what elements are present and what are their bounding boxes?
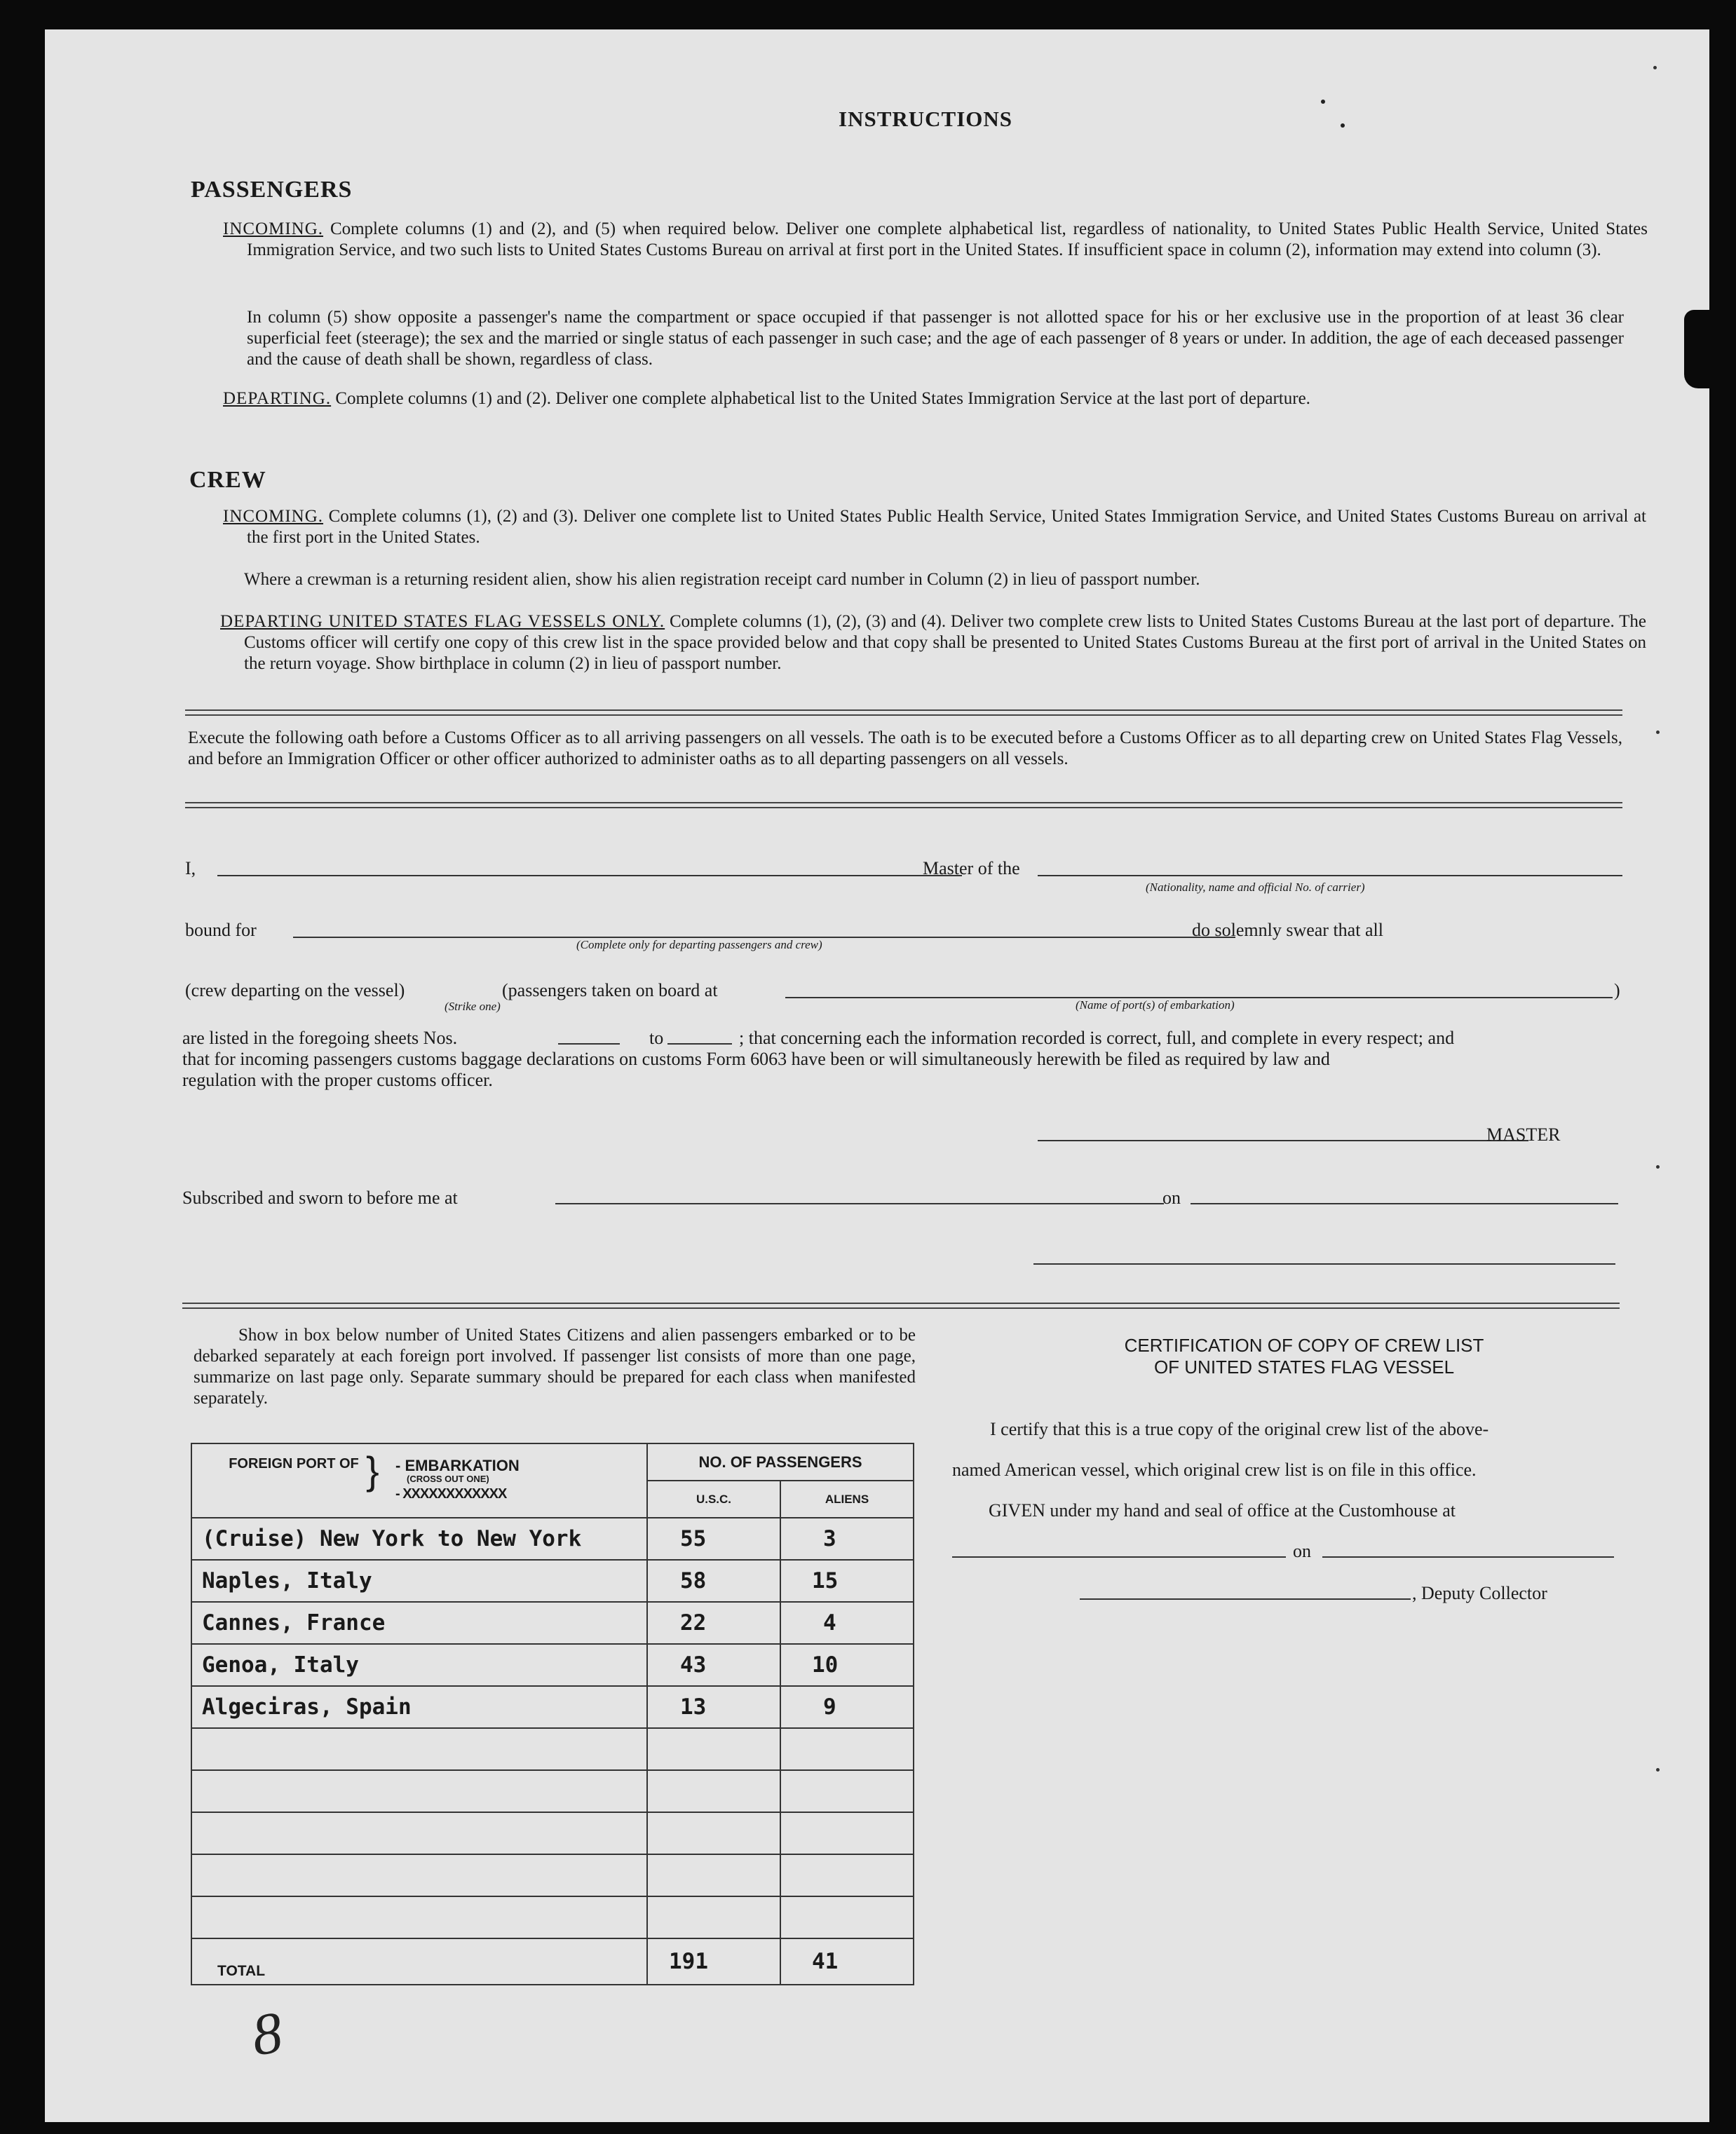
officer-signature-field[interactable] [1033,1263,1615,1265]
listed-text-c: that for incoming passengers customs baggage declarations on customs Form 6063 have been or will simultaneously herewith be filed as required by law and [182,1049,1330,1069]
port-cell: Naples, Italy [191,1560,647,1602]
port-header-cell [191,1443,647,1518]
empty-row [191,1896,914,1938]
listed-to-label: to [649,1028,664,1048]
aliens-cell: 3 [780,1518,914,1560]
passenger-summary-table [191,1443,914,1985]
usc-header: U.S.C. [647,1481,780,1518]
crew-resident-paragraph: Where a crewman is a returning resident alien, show his alien registration receipt card number in Column (2) in lieu of passport number. [244,570,1200,589]
double-rule [182,1303,1620,1309]
table-row [191,1560,914,1602]
total-row [191,1938,914,1985]
document-page [45,29,1709,2122]
crew-heading: CREW [189,467,266,493]
carrier-caption: (Nationality, name and official No. of carrier) [1146,881,1365,894]
swear-label: do solemnly swear that all [1192,920,1383,940]
listed-text-d: regulation with the proper customs officer. [182,1070,493,1090]
cross-out-one-label: (CROSS OUT ONE) [407,1474,489,1484]
passengers-incoming-paragraph [223,219,1648,261]
sheet-to-field[interactable] [667,1043,732,1045]
crew-departing-option: (crew departing on the vessel) [185,980,405,1000]
scan-speck [1656,730,1660,734]
bound-for-caption: (Complete only for departing passengers and crew) [576,938,822,951]
subscribed-label: Subscribed and sworn to before me at [182,1188,458,1208]
certification-text-3: GIVEN under my hand and seal of office at the Customhouse at [989,1500,1456,1521]
strike-one-caption: (Strike one) [445,1000,501,1013]
total-usc: 191 [647,1938,780,1985]
usc-cell: 55 [647,1518,780,1560]
foreign-port-of: FOREIGN PORT OF [229,1456,359,1472]
crew-departing-paragraph [220,611,1646,674]
embarkation-label: - EMBARKATION [395,1457,520,1474]
certification-title-1: CERTIFICATION OF COPY OF CREW LIST [1124,1335,1484,1356]
subscribed-place-field[interactable] [555,1203,1164,1204]
sheet-from-field[interactable] [558,1043,620,1045]
brace-glyph: } [366,1448,379,1493]
total-label: TOTAL [191,1938,647,1985]
subscribed-on-label: on [1162,1188,1181,1208]
table-row [191,1686,914,1728]
crew-departing-text: Complete columns (1), (2), (3) and (4). Deliver two complete crew lists to United States Customs Bureau at the last port of departure. The Customs officer will certify one copy of this crew list in the space provided below and that copy shall be presented to United States Customs Bureau at the first port of arrival in the United States on the return voyage. Show birthplace in column (2) in lieu of passport number. [244,612,1647,673]
master-of-the-label: Master of the [923,858,1020,878]
empty-row [191,1728,914,1770]
certification-title-2: OF UNITED STATES FLAG VESSEL [1153,1357,1455,1378]
usc-cell: 22 [647,1602,780,1644]
double-rule [185,802,1622,808]
passengers-heading: PASSENGERS [191,177,353,203]
oath-instruction: Execute the following oath before a Customs Officer as to all arriving passengers on all vessels. The oath is to be executed before a Customs Officer as to all departing crew on United States Flag Vessels, and before an Immigration Officer or other officer authorized to administer oaths as to all departing passengers on all vessels. [188,728,1622,768]
subscribed-date-field[interactable] [1191,1203,1618,1204]
scan-speck [1656,1768,1660,1772]
box-instruction: Show in box below number of United States Citizens and alien passengers embarked or to be debarked separately at each foreign port involved. If passenger list consists of more than one page, summarize on last page only. Separate summary should be prepared for each class when manifested separately. [194,1326,916,1408]
usc-cell: 43 [647,1644,780,1686]
aliens-cell: 10 [780,1644,914,1686]
handwritten-page-number: 8 [247,1999,287,2069]
debarkation-struck-label: - XXXXXXXXXXXX [395,1486,507,1502]
scan-speck [1341,123,1345,128]
passengers-departing-text: Complete columns (1) and (2). Deliver one complete alphabetical list to the United States Immigration Service at the last port of departure. [335,389,1310,408]
passengers-column5-paragraph: In column (5) show opposite a passenger's name the compartment or space occupied if that passenger is not allotted space for his or her exclusive use in the proportion of at least 36 clear superficial feet (steerage); the sex and the married or single status of each passenger in such case; and the age of each passenger of 8 years or under. In addition, the age of each deceased passenger and the cause of death shall be shown, regardless of class. [247,308,1624,369]
certification-text-2: named American vessel, which original crew list is on file in this office. [952,1460,1477,1480]
empty-row [191,1854,914,1896]
passengers-incoming-text: Complete columns (1) and (2), and (5) when required below. Deliver one complete alphabetical list, regardless of nationality, to United States Public Health Service, United States Immigration Service, and two such lists to United States Customs Bureau on arrival at first port in the United States. If insufficient space in column (2), information may extend into column (3). [247,219,1648,259]
crew-incoming-label: INCOMING. [223,507,324,526]
double-rule [185,709,1622,716]
no-of-passengers-header: NO. OF PASSENGERS [647,1443,914,1481]
passengers-departing-label: DEPARTING. [223,389,332,408]
customhouse-field[interactable] [952,1556,1286,1558]
deputy-collector-label: , Deputy Collector [1412,1583,1547,1603]
passengers-departing-paragraph [223,388,1648,409]
port-cell: Cannes, France [191,1602,647,1644]
table-row [191,1602,914,1644]
torn-edge [1684,310,1709,388]
master-signature-field[interactable] [1038,1140,1528,1141]
carrier-field[interactable] [1038,875,1622,876]
master-label: MASTER [1486,1124,1561,1145]
aliens-cell: 15 [780,1560,914,1602]
certification-date-field[interactable] [1322,1556,1614,1558]
close-paren: ) [1614,980,1620,1000]
empty-row [191,1770,914,1812]
usc-cell: 58 [647,1560,780,1602]
aliens-header: ALIENS [780,1481,914,1518]
certification-text-1: I certify that this is a true copy of the original crew list of the above- [990,1419,1489,1439]
oath-i-label: I, [185,858,196,878]
master-name-field[interactable] [217,875,962,876]
listed-text-a: are listed in the foregoing sheets Nos. [182,1028,458,1048]
passengers-incoming-label: INCOMING. [223,219,324,238]
scan-speck [1656,1165,1660,1169]
table-row [191,1518,914,1560]
port-cell: Genoa, Italy [191,1644,647,1686]
port-cell: (Cruise) New York to New York [191,1518,647,1560]
crew-departing-label: DEPARTING UNITED STATES FLAG VESSELS ONLY. [220,612,665,631]
usc-cell: 13 [647,1686,780,1728]
certification-on-label: on [1293,1541,1311,1561]
aliens-cell: 4 [780,1602,914,1644]
listed-text-b: ; that concerning each the information recorded is correct, full, and complete in every respect; and [739,1028,1455,1048]
total-aliens: 41 [780,1938,914,1985]
empty-row [191,1812,914,1854]
deputy-signature-field[interactable] [1080,1598,1411,1600]
crew-incoming-text: Complete columns (1), (2) and (3). Deliver one complete list to United States Public Health Service, United States Immigration Service, and United States Customs Bureau on arrival at the first port in the United States. [247,507,1647,547]
ports-caption: (Name of port(s) of embarkation) [1076,998,1235,1012]
page-title: INSTRUCTIONS [839,107,1013,131]
aliens-cell: 9 [780,1686,914,1728]
passengers-taken-option: (passengers taken on board at [502,980,718,1000]
table-row [191,1644,914,1686]
port-cell: Algeciras, Spain [191,1686,647,1728]
crew-incoming-paragraph [223,506,1646,548]
scan-speck [1321,100,1325,104]
bound-for-label: bound for [185,920,257,940]
scan-speck [1653,66,1657,69]
